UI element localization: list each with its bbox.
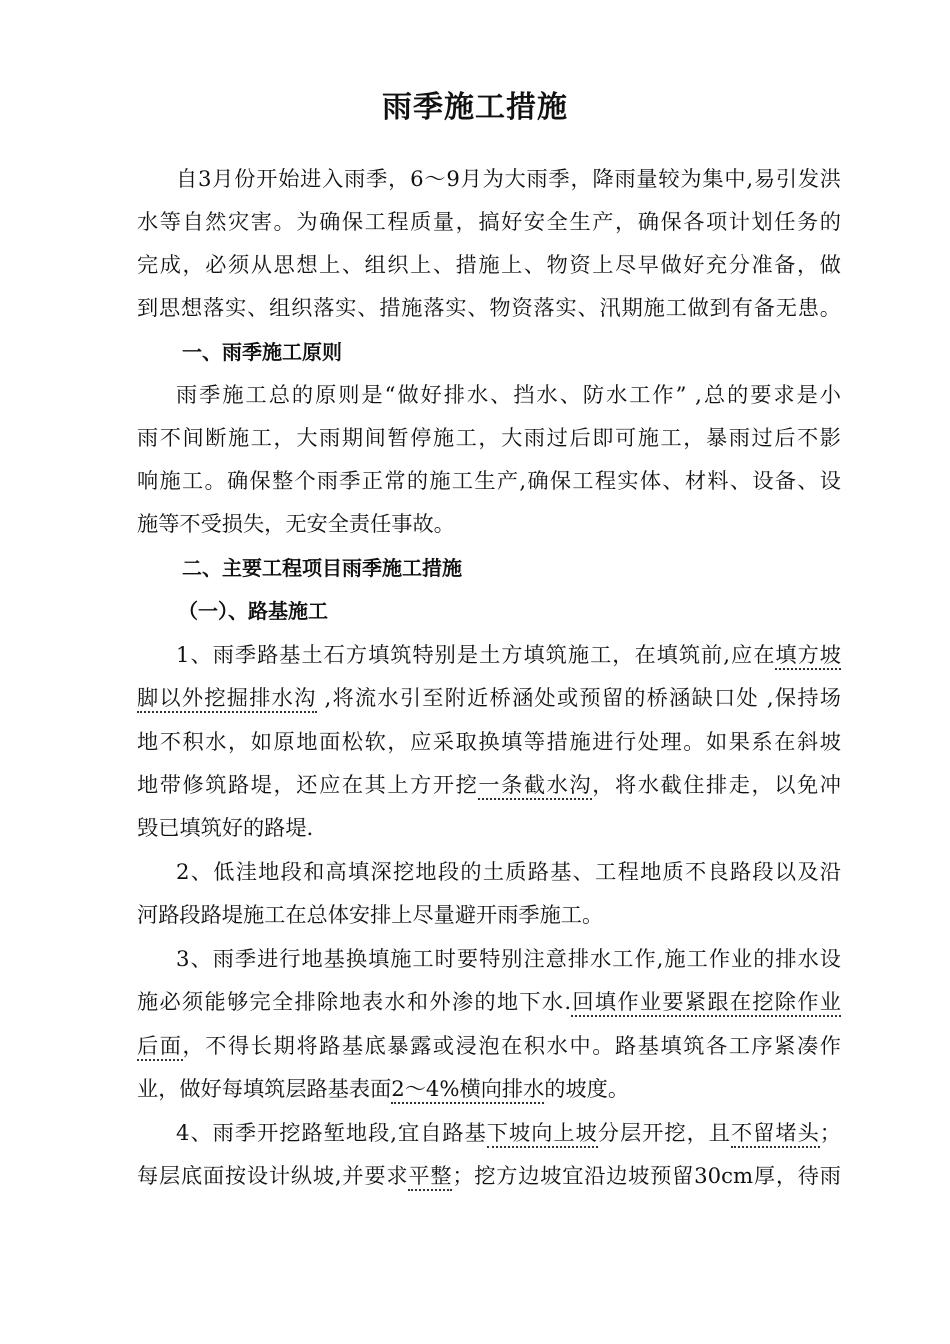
item1-line-4: [137, 770, 841, 800]
underlined-text: 下坡向上坡: [487, 1120, 598, 1148]
section1-line-4: 施等不受损失，无安全责任事故。: [137, 511, 455, 536]
underlined-text: 不留堵头: [731, 1120, 820, 1148]
item3-line-3: [137, 1031, 841, 1061]
section1-line-2: 雨不间断施工，大雨期间暂停施工，大雨过后即可施工，暴雨过后不影: [137, 425, 841, 450]
item1-line-3: 地不积水，如原地面松软，应采取换填等措施进行处理。如果系在斜坡: [137, 729, 841, 754]
item3-line-4: [137, 1074, 841, 1104]
item1-line-1: [176, 640, 841, 670]
item1-line-2: [137, 683, 841, 713]
item4-line-2: [137, 1161, 841, 1191]
underlined-text: 脚以外挖掘排水沟: [137, 685, 317, 713]
underlined-text: 平整: [408, 1163, 452, 1191]
text-run: 的坡度。: [544, 1076, 630, 1101]
intro-line-1: 自3月份开始进入雨季，6～9月为大雨季，降雨量较为集中,易引发洪: [176, 166, 841, 191]
text-run: ；: [819, 1120, 841, 1145]
page-title: 雨季施工措施: [382, 90, 568, 125]
text-run: 分层开挖，且: [597, 1120, 731, 1145]
underlined-text: 后面: [137, 1033, 183, 1061]
text-run: ，不得长期将路基底暴露或浸泡在积水中。路基填筑各工序紧凑作: [182, 1033, 841, 1058]
section-heading-2: 二、主要工程项目雨季施工措施: [182, 556, 462, 580]
item2-line-2: 河路段路堤施工在总体安排上尽量避开雨季施工。: [137, 902, 604, 927]
text-run: 施必须能够完全排除地表水和外渗的地下水.: [137, 989, 572, 1014]
intro-line-3: 完成，必须从思想上、组织上、措施上、物资上尽早做好充分准备，做: [137, 252, 841, 277]
section1-line-3: 响施工。确保整个雨季正常的施工生产,确保工程实体、材料、设备、设: [137, 468, 841, 493]
text-run: 1、雨季路基土石方填筑特别是土方填筑施工，在填筑前,应在: [176, 642, 776, 667]
text-run: 4、雨季开挖路堑地段,宜自路基: [176, 1120, 487, 1145]
section1-line-1: 雨季施工总的原则是“做好排水、挡水、防水工作” ,总的要求是小: [176, 382, 841, 407]
item2-line-1: 2、低洼地段和高填深挖地段的土质路基、工程地质不良路段以及沿: [176, 859, 841, 884]
text-run: ，将水截住排走，以免冲: [592, 772, 841, 797]
underlined-text: 填方坡: [775, 642, 841, 670]
text-run: 业，做好每填筑层路基表面: [137, 1076, 392, 1101]
intro-line-4: 到思想落实、组织落实、措施落实、物资落实、汛期施工做到有备无患。: [137, 295, 841, 320]
underlined-text: 回填作业要紧跟在挖除作业: [571, 989, 841, 1017]
section-heading-1: 一、雨季施工原则: [182, 340, 342, 364]
item3-line-1: 3、雨季进行地基换填施工时要特别注意排水工作,施工作业的排水设: [176, 946, 841, 971]
underlined-text: 2～4%横向排水: [391, 1076, 544, 1104]
item3-line-2: [137, 987, 841, 1017]
item1-line-5: 毁已填筑好的路堤.: [137, 815, 314, 840]
underlined-text: 一条截水沟: [478, 772, 592, 800]
text-run: 每层底面按设计纵坡,并要求: [137, 1163, 409, 1188]
text-run: 地带修筑路堤，还应在其上方开挖: [137, 772, 479, 797]
text-run: ,将流水引至附近桥涵处或预留的桥涵缺口处 ,保持场: [316, 685, 841, 710]
item4-line-1: [176, 1118, 841, 1148]
text-run: ；挖方边坡宜沿边坡预留30cm厚，待雨: [452, 1163, 841, 1188]
subsection-heading-1: （一）、路基施工: [178, 599, 328, 623]
intro-line-2: 水等自然灾害。为确保工程质量，搞好安全生产，确保各项计划任务的: [137, 209, 841, 234]
